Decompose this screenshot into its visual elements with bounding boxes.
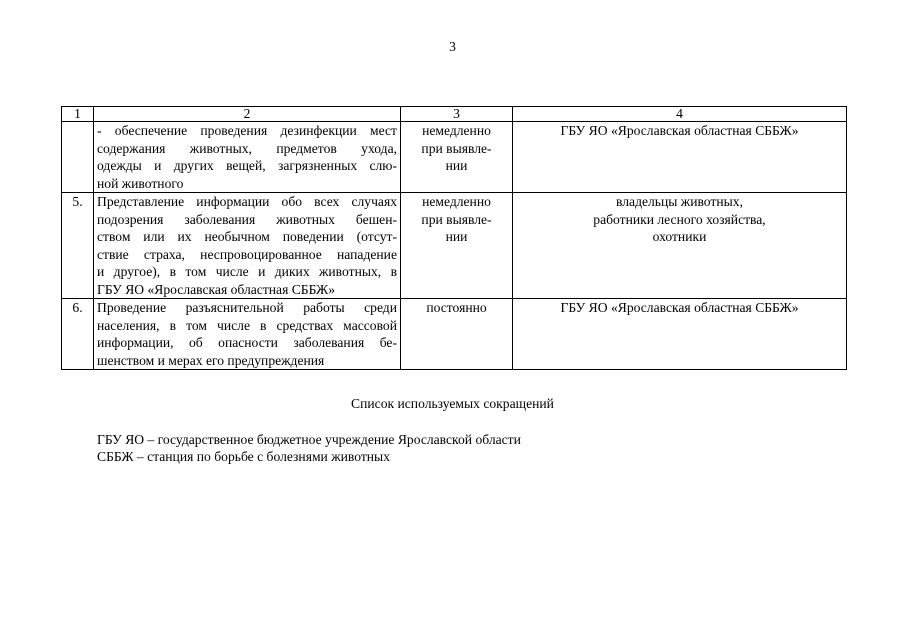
header-cell: 4 (513, 107, 847, 122)
text-line: населения, в том числе в средствах массовой (97, 317, 397, 333)
action-cell (94, 193, 401, 299)
measures-table (61, 106, 847, 370)
text-line: - обеспечение проведения дезинфекции мест (97, 123, 397, 138)
text-line: нии (445, 158, 468, 173)
text-line: содержания животных, предметов ухода, (97, 140, 397, 156)
text-line: шенством и мерах его предупреждения (97, 352, 325, 368)
abbreviations-title: Список используемых сокращений (351, 396, 554, 411)
abbreviation-item: СББЖ – станция по борьбе с болезнями животных (97, 449, 390, 464)
abbreviation-item: ГБУ ЯО – государственное бюджетное учреждение Ярославской области (97, 432, 521, 447)
text-line: информации, об опасности заболевания бе- (97, 335, 397, 350)
responsible-cell (513, 193, 847, 299)
text-line: нии (445, 229, 468, 244)
table-row (62, 299, 847, 370)
text-line: Представление информации обо всех случаях (97, 194, 397, 209)
text-line: и другое), в том числе и диких животных, в (97, 264, 397, 279)
table-header-row (62, 107, 847, 122)
responsible-cell (513, 299, 847, 370)
text-line: ГБУ ЯО «Ярославская областная СББЖ» (560, 123, 799, 138)
term-cell (401, 299, 513, 370)
responsible-cell (513, 122, 847, 193)
action-cell (94, 299, 401, 370)
text-line: ствие страха, неспровоцированное нападение (97, 246, 397, 262)
text-line: немедленно (422, 123, 491, 138)
text-line: при выявле- (421, 140, 492, 156)
text-line: Проведение разъяснительной работы среди (97, 300, 397, 315)
header-cell: 2 (94, 107, 401, 122)
text-line: одежды и других вещей, загрязненных слю- (97, 158, 397, 173)
action-cell (94, 122, 401, 193)
text-line: немедленно (422, 194, 491, 209)
term-cell (401, 193, 513, 299)
page-number: 3 (449, 39, 456, 54)
text-line: работники лесного хозяйства, (593, 211, 766, 227)
row-number: 5. (62, 193, 94, 299)
header-cell: 1 (62, 107, 94, 122)
table-row (62, 122, 847, 193)
term-cell (401, 122, 513, 193)
row-number (62, 122, 94, 193)
text-line: при выявле- (421, 211, 492, 227)
text-line: подозрения заболевания животных бешен- (97, 211, 397, 227)
text-line: ГБУ ЯО «Ярославская областная СББЖ» (97, 281, 336, 297)
text-line: ной животного (97, 175, 184, 191)
header-cell: 3 (401, 107, 513, 122)
table-row (62, 193, 847, 299)
row-number: 6. (62, 299, 94, 370)
text-line: владельцы животных, (616, 194, 743, 209)
text-line: ГБУ ЯО «Ярославская областная СББЖ» (560, 300, 799, 315)
text-line: постоянно (426, 300, 487, 315)
text-line: ством или их необычном поведении (отсут- (97, 229, 397, 244)
text-line: охотники (652, 229, 707, 244)
